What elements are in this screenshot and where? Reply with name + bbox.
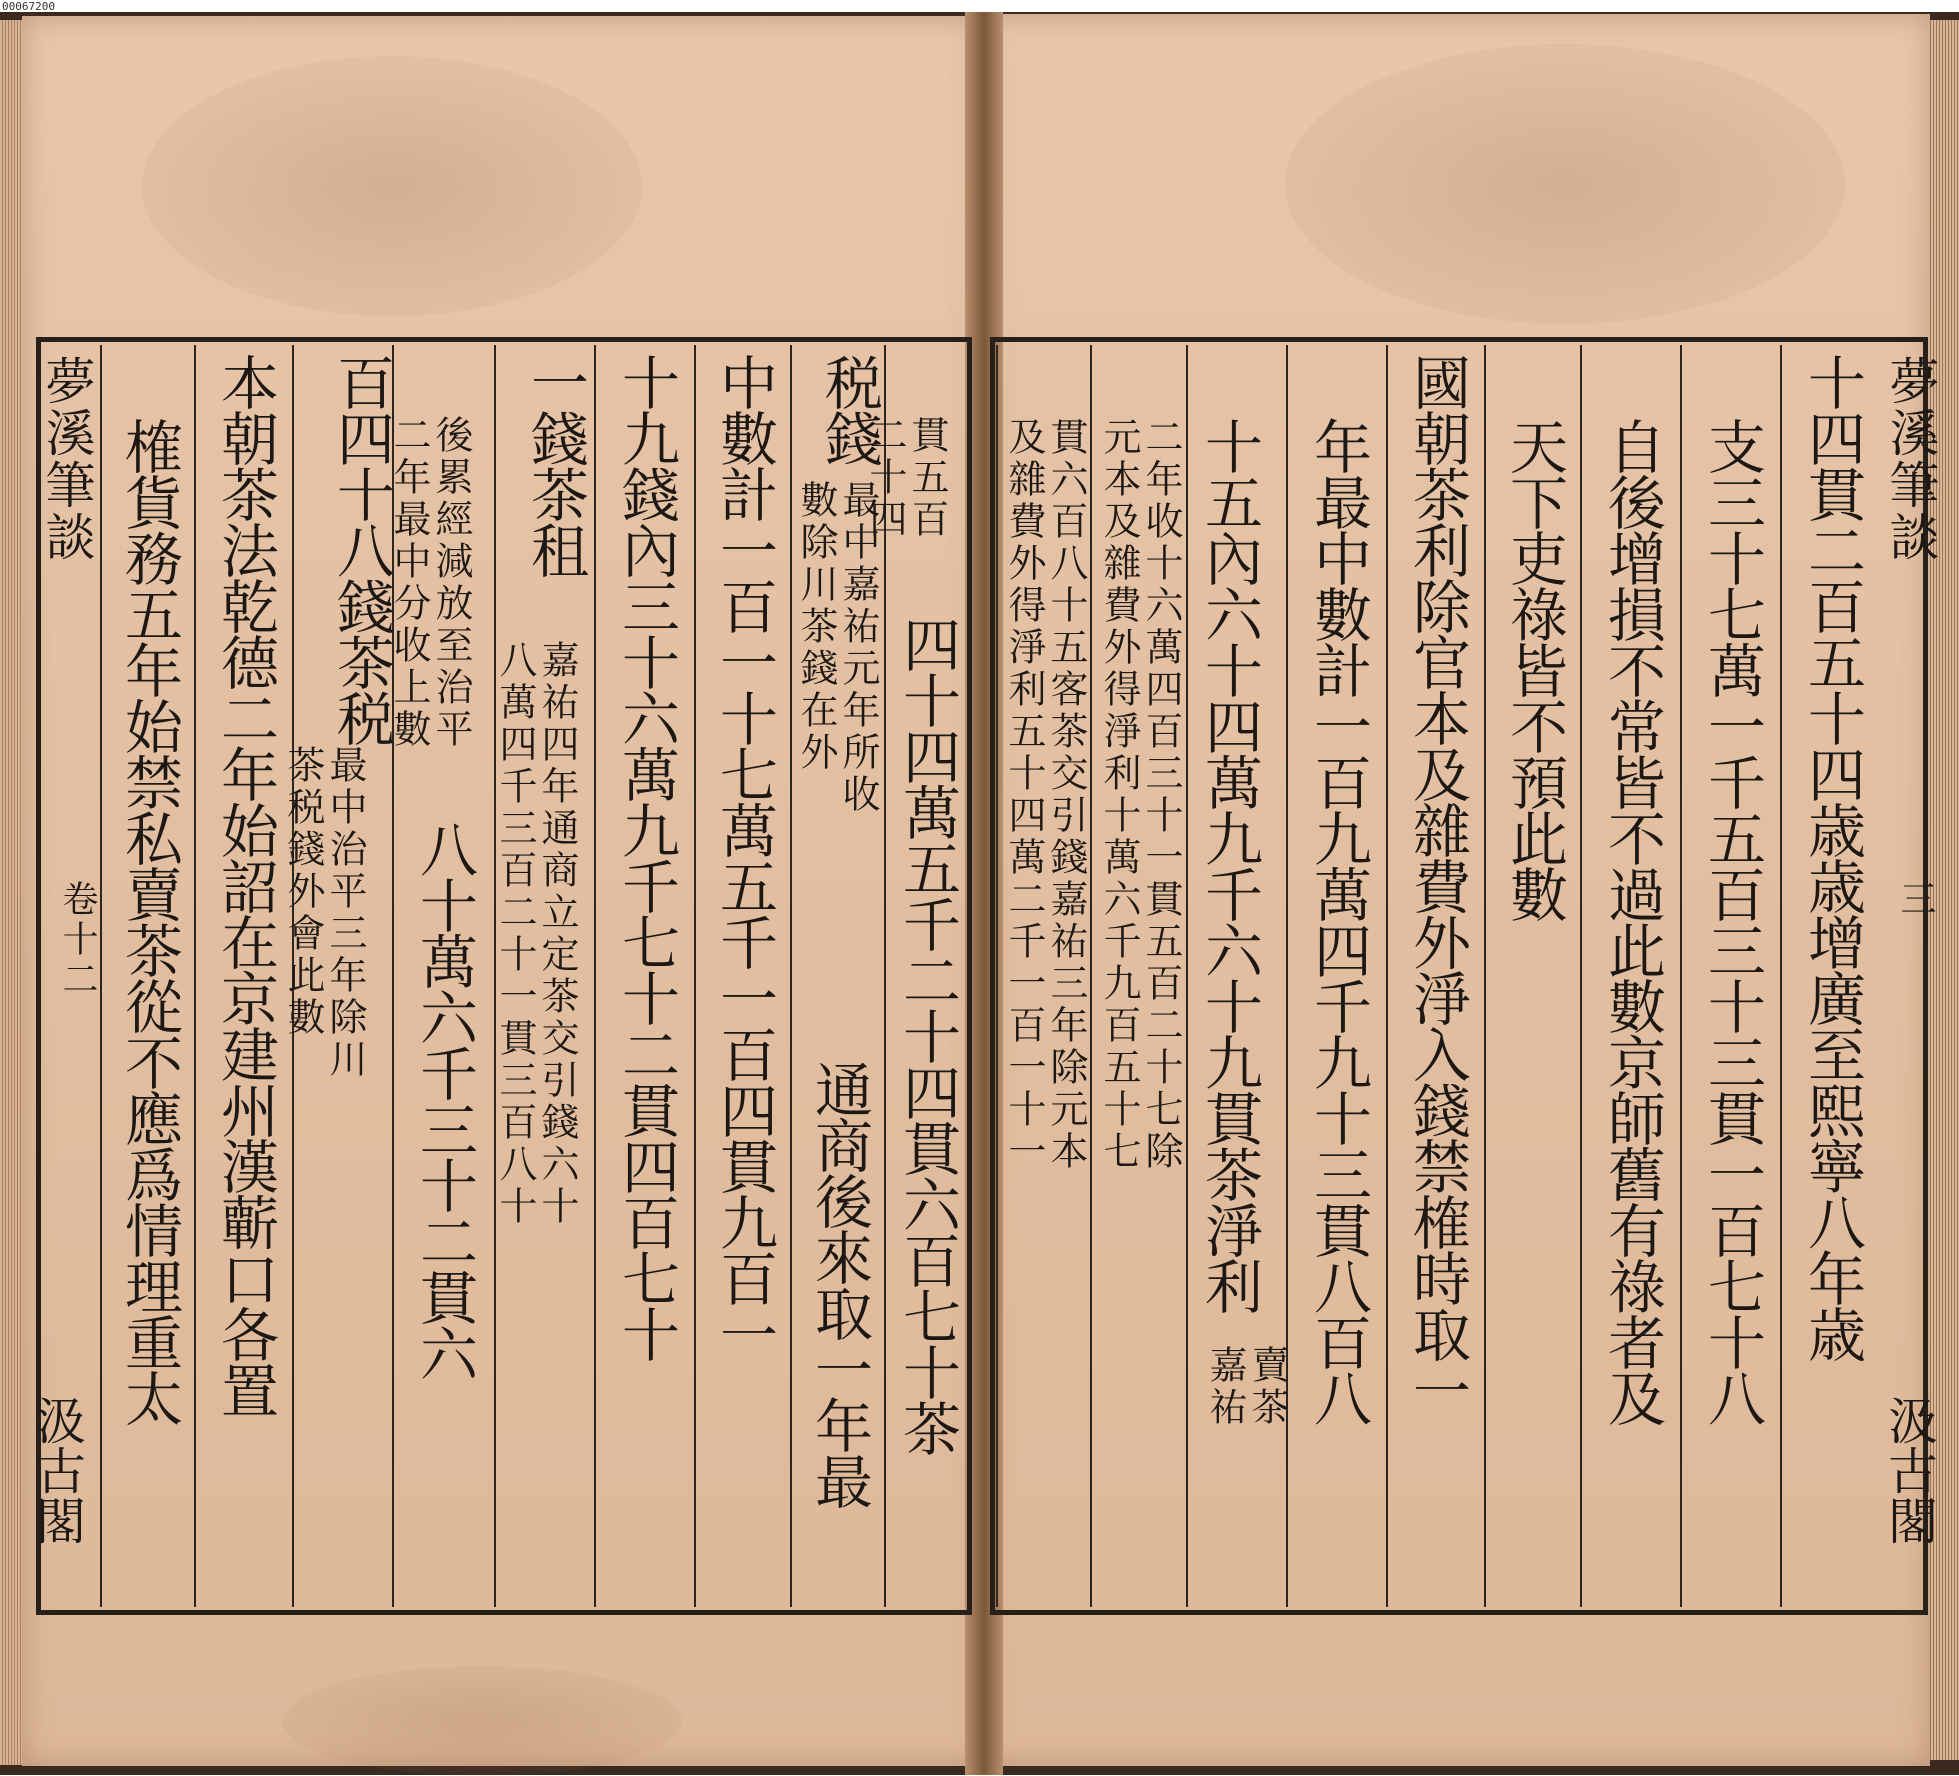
right-column-8 [1090, 345, 1188, 1607]
left-column-3 [694, 345, 792, 1607]
left-column-9 [100, 345, 196, 1607]
column-text: 税錢 [815, 353, 883, 465]
annotation-line: 數除川茶錢在外 [794, 480, 838, 774]
paper-stain [1285, 44, 1845, 324]
column-text: 中數計一百一十七萬五千一百四貫九百一 [710, 353, 778, 1361]
left-margin-publisher: 汲古閣 [28, 1395, 86, 1545]
right-margin-page-number: 三 [1895, 880, 1936, 920]
annotation-line: 二年最中分收上數 [387, 415, 431, 751]
column-text: 本朝茶法乾德二年始詔在京建州漢蘄口各置 [211, 353, 279, 1417]
right-column-9 [996, 345, 1092, 1607]
column-text: 一錢茶租 [521, 353, 589, 577]
left-column-7 [281, 345, 395, 1607]
right-column-7 [1186, 345, 1288, 1607]
column-annotation [795, 480, 879, 816]
column-text: 天下吏祿皆不預此數 [1500, 417, 1568, 921]
right-margin-publisher: 汲古閣 [1880, 1395, 1938, 1545]
annotation-line: 後累經減放至治平 [429, 415, 473, 751]
column-text: 國朝茶利除官本及雜費外淨入錢禁榷時取一 [1403, 353, 1471, 1417]
left-margin-title: 夢溪筆談 [37, 355, 96, 563]
annotation-line: 嘉祐 [1203, 1345, 1247, 1429]
column-text: 年最中數計一百九萬四千九十三貫八百八 [1304, 417, 1372, 1425]
annotation-line: 貫六百八十五客茶交引錢嘉祐三年除元本 [1044, 417, 1088, 1173]
right-column-1 [1780, 345, 1882, 1607]
right-column-5 [1386, 345, 1486, 1607]
annotation-line: 八萬四千三百二十一貫三百八十 [493, 640, 537, 1228]
annotation-line: 最中治平三年除川 [323, 745, 367, 1081]
left-column-2 [790, 345, 886, 1607]
paper-stain [282, 1666, 682, 1776]
column-annotation [1098, 417, 1182, 1173]
column-annotation [494, 640, 578, 1228]
annotation-line: 二年收十六萬四百三十一貫五百二十七除 [1139, 417, 1183, 1173]
annotation-line: 最中嘉祐元年所收 [836, 480, 880, 816]
column-annotation [1003, 417, 1087, 1173]
column-text: 八十萬六千三十二貫六 [410, 820, 478, 1380]
right-column-3 [1580, 345, 1682, 1607]
right-column-2 [1680, 345, 1782, 1607]
annotation-line: 嘉祐四年通商立定茶交引錢六十 [535, 640, 579, 1228]
column-annotation [282, 745, 366, 1081]
left-margin-volume: 卷十二 [57, 880, 98, 1000]
column-annotation [1204, 1345, 1288, 1429]
annotation-line: 茶税錢外會此數 [281, 745, 325, 1039]
annotation-line: 貫五百 [905, 415, 949, 541]
scan-id-label: 00067200 [2, 0, 55, 13]
right-column-4 [1484, 345, 1582, 1607]
annotation-line: 賣茶 [1245, 1345, 1289, 1429]
annotation-line: 二十四 [863, 415, 907, 541]
annotation-line: 元本及雜費外得淨利十萬六千九百五十七 [1097, 417, 1141, 1173]
column-text: 自後增損不常皆不過此數京師舊有祿者及 [1598, 417, 1666, 1425]
column-text: 支三十七萬一千五百三十三貫一百七十八 [1698, 417, 1766, 1425]
right-column-6 [1286, 345, 1388, 1607]
book-edge-left [0, 20, 24, 1765]
column-annotation [388, 415, 472, 751]
left-column-5 [494, 345, 596, 1607]
column-text: 十四貫二百五十四歳歳增廣至熙寧八年歳 [1798, 353, 1866, 1361]
paper-stain [142, 56, 642, 316]
annotation-line: 及雜費外得淨利五十四萬二千一百一十一 [1002, 417, 1046, 1173]
left-column-1 [863, 345, 968, 1607]
column-text: 榷貨務五年始禁私賣茶從不應爲情理重太 [115, 417, 183, 1425]
left-column-6 [387, 345, 496, 1607]
left-column-4 [594, 345, 696, 1607]
column-text: 通商後來取一年最 [805, 1060, 873, 1508]
column-text: 百四十八錢茶税 [327, 353, 395, 745]
column-text: 四十四萬五千二十四貫六百七十茶 [893, 615, 961, 1455]
column-text: 十五內六十四萬九千六十九貫茶淨利 [1195, 417, 1263, 1313]
right-margin-title: 夢溪筆談 [1881, 355, 1940, 563]
column-text: 十九錢內三十六萬九千七十二貫四百七十 [612, 353, 680, 1361]
left-column-8 [194, 345, 294, 1607]
